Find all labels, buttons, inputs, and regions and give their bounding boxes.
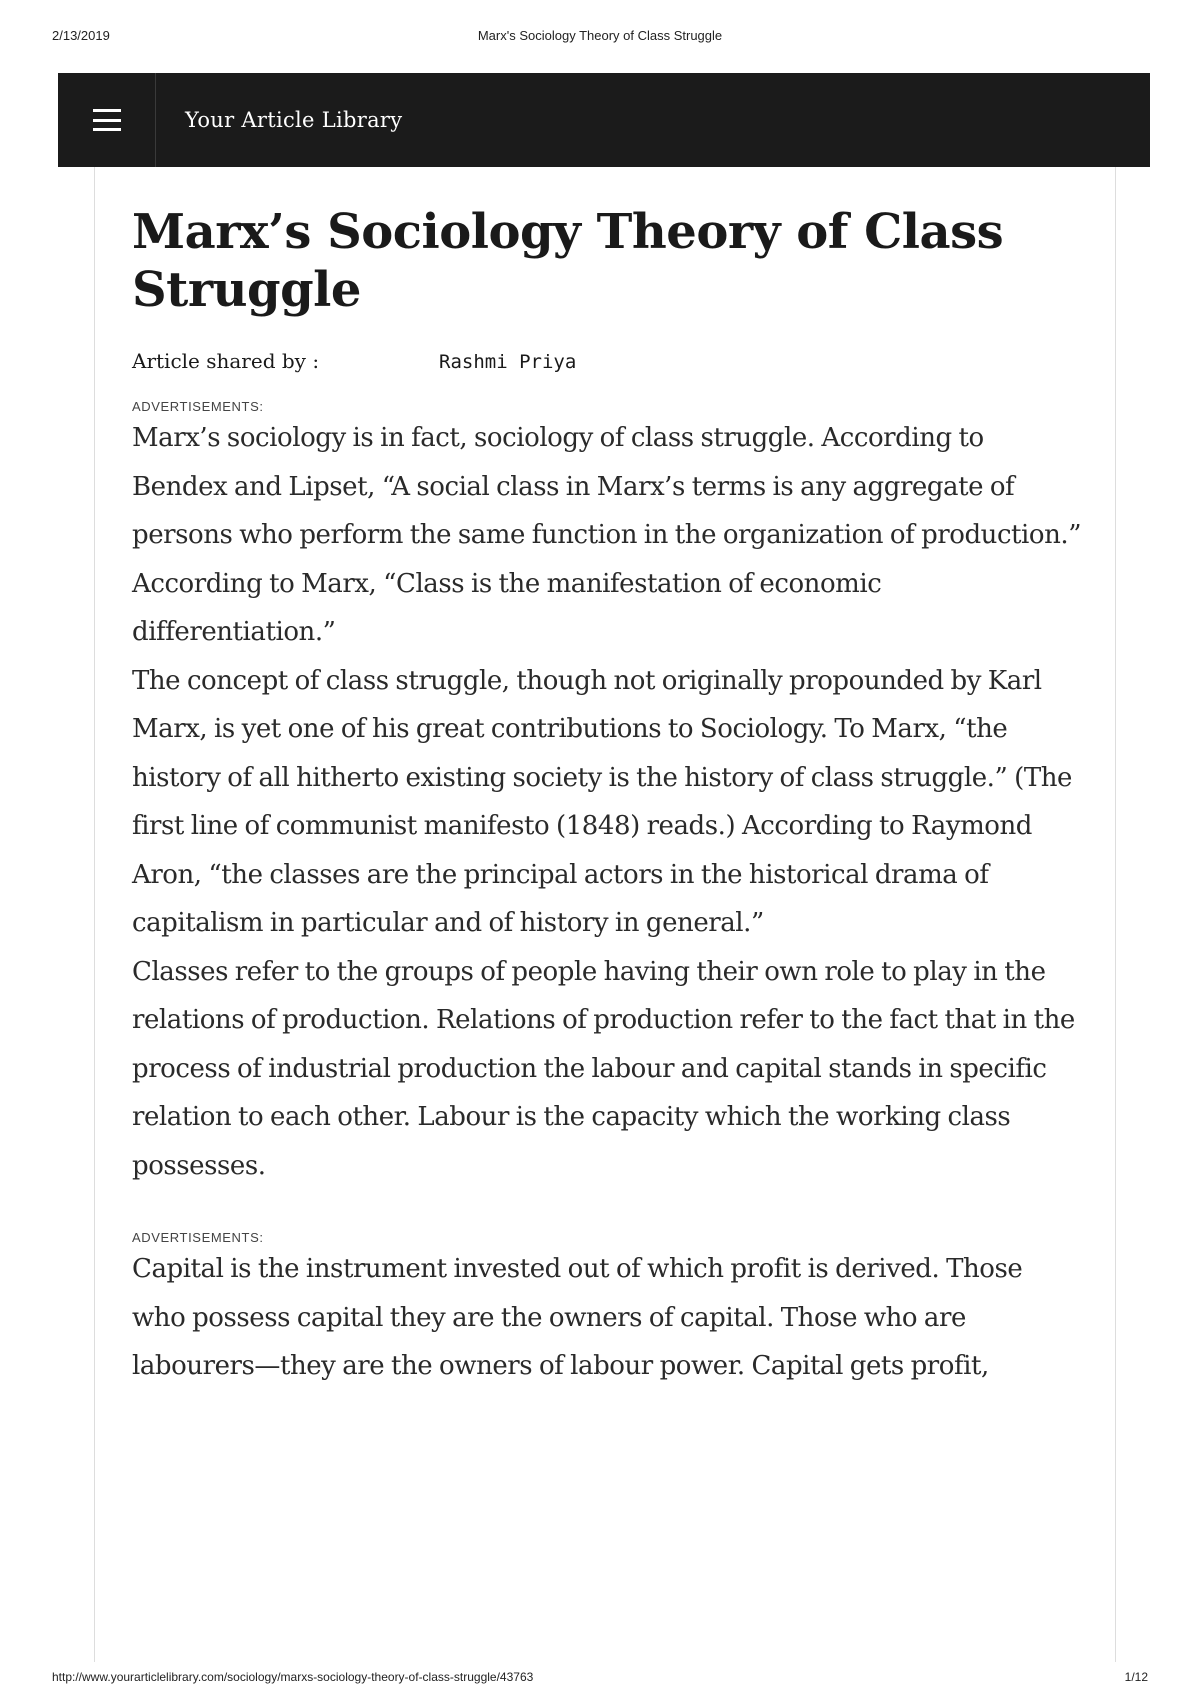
print-header-date: 2/13/2019 xyxy=(52,28,110,43)
article-content xyxy=(132,203,1082,1391)
site-header xyxy=(58,73,1150,167)
article-paragraph: Marx’s sociology is in fact, sociology of class struggle. According to Bendex and Lipset, “A social class in Marx’s terms is any aggregate of persons who perform the same function in the organization of production.” According to Marx, “Class is the manifestation of economic differentiation.” xyxy=(132,423,1082,647)
article-paragraph: Classes refer to the groups of people having their own role to play in the relations of production. Relations of production refer to the fact that in the process of industrial production the labour and capital stands in specific relation to each other. Labour is the capacity which the working class possesses. xyxy=(132,956,1075,1181)
article-card xyxy=(94,167,1116,1662)
article-paragraph: The concept of class struggle, though not originally propounded by Karl Marx, is yet one of his great contributions to Sociology. To Marx, “the history of all hitherto existing society is the history of class struggle.” (The first line of communist manifesto (1848) reads.) According to Raymond Aron, “the classes are the principal actors in the historical drama of capitalism in particular and of history in general.” xyxy=(132,665,1072,938)
print-footer-page-number: 1/12 xyxy=(1124,1670,1148,1684)
author-name[interactable]: Rashmi Priya xyxy=(439,351,577,373)
article-paragraph: Capital is the instrument invested out of which profit is derived. Those who possess capital they are the owners of capital. Those who are labourers—they are the owners of labour power. Capital gets profit, xyxy=(132,1254,1023,1381)
print-footer-url: http://www.yourarticlelibrary.com/sociology/marxs-sociology-theory-of-class-struggle/43763 xyxy=(52,1670,534,1684)
hamburger-menu-icon xyxy=(93,109,121,131)
menu-button[interactable] xyxy=(58,73,156,167)
print-header-title: Marx's Sociology Theory of Class Struggle xyxy=(477,28,723,43)
byline xyxy=(132,349,1082,373)
byline-label: Article shared by : xyxy=(132,349,320,373)
advertisement-label: ADVERTISEMENTS: xyxy=(132,399,264,414)
article-title: Marx’s Sociology Theory of Class Struggle xyxy=(132,204,1004,318)
advertisement-label: ADVERTISEMENTS: xyxy=(132,1230,264,1245)
site-name-link[interactable]: Your Article Library xyxy=(185,108,403,132)
